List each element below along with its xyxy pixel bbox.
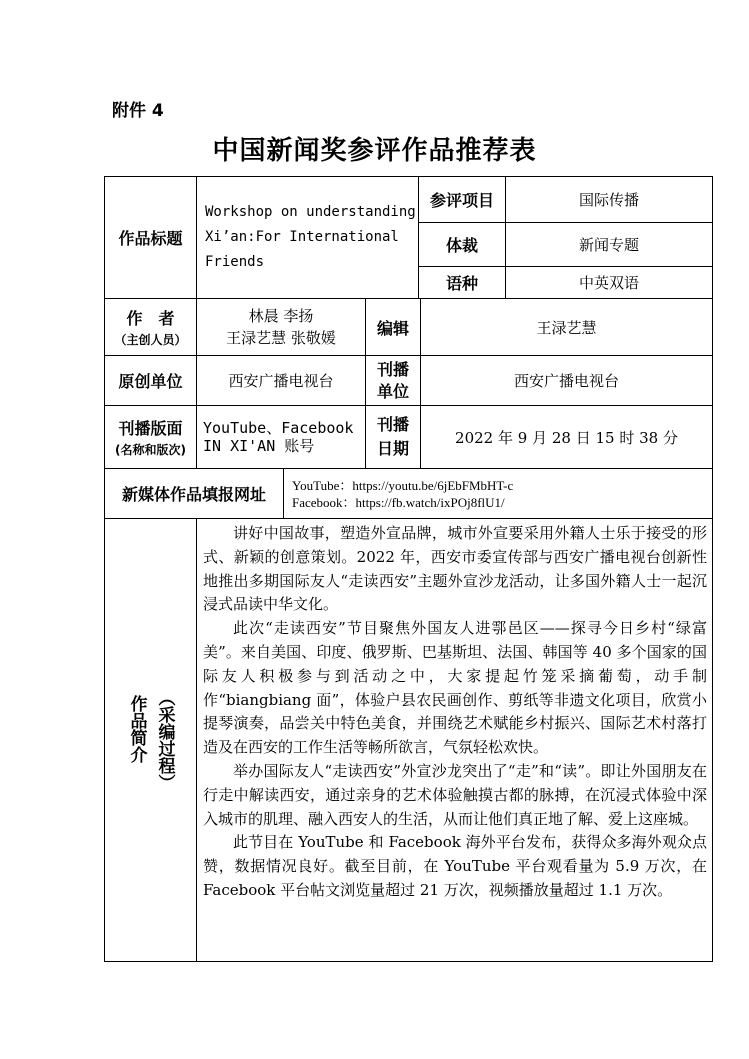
author-line-2: 王渌艺慧 张敬媛	[226, 329, 336, 347]
org-value: 西安广播电视台	[228, 372, 334, 390]
page-title: 中国新闻奖参评作品推荐表	[212, 136, 537, 166]
editor-label: 编辑	[376, 318, 409, 338]
pub-unit-value: 西安广播电视台	[513, 372, 619, 390]
youtube-url: YouTube：https://youtu.be/6jEbFMbHT-c	[292, 477, 514, 493]
category-label: 参评项目	[429, 191, 494, 210]
newmedia-urls	[284, 469, 712, 518]
pub-date-label-1: 刊播	[376, 415, 409, 434]
layout-value	[197, 406, 365, 468]
intro-paragraph: 举办国际友人“走读西安”外宣沙龙突出了“走”和“读”。即让外国朋友在行走中解读西安，通过亲身的艺术体验触摸古都的脉搏，在沉浸式体验中深入城市的肌理、融入西安人的生活，从而让他们真正地了解、爱上这座城。	[203, 761, 707, 828]
org-label: 原创单位	[118, 372, 183, 391]
work-title-label: 作品标题	[118, 229, 183, 248]
pub-unit-label-2: 单位	[376, 381, 409, 401]
editor-value: 王渌艺慧	[536, 318, 597, 337]
pub-date-label-2: 日期	[376, 439, 409, 458]
intro-label	[105, 519, 196, 961]
author-line-1: 林晨 李扬	[248, 307, 314, 325]
author-label	[105, 299, 196, 355]
pub-date-value: 2022 年 9 月 28 日 15 时 38 分	[455, 428, 678, 447]
category-value: 国际传播	[578, 191, 639, 209]
intro-paragraph: 此节目在 YouTube 和 Facebook 海外平台发布，获得众多海外观众点赞，数据情况良好。截至目前，在 YouTube 平台观看量为 5.9 万次，在 Facebook 平台帖文浏览量超过 21 万次，视频播放量超过 1.1 万次。	[203, 833, 707, 899]
layout-label-sub: (名称和版次)	[115, 443, 186, 457]
intro-label-col1: 作品简介	[126, 695, 147, 763]
layout-label-text: 刊播版面	[118, 419, 183, 438]
work-title-text: Workshop on understanding Xi’an:For International Friends	[205, 204, 416, 270]
genre-value: 新闻专题	[578, 236, 639, 254]
layout-value-2: IN XI'AN 账号	[203, 437, 315, 455]
intro-paragraph: 此次“走读西安”节目聚焦外国友人进鄠邑区——探寻今日乡村“绿富美”。来自美国、印度、俄罗斯、巴基斯坦、法国、韩国等 40 多个国家的国际友人积极参与到活动之中，大家提起竹笼采摘葡萄，动手制作“biangbiang 面”，体验户县农民画创作、剪纸等非遗文化项目，欣赏小提琴演奏，品尝关中特色美食，并围绕艺术赋能乡村振兴、国际艺术村落打造及在西安的工作生活等畅所欲言，气氛轻松欢快。	[203, 619, 707, 757]
language-value: 中英双语	[578, 274, 639, 292]
author-value	[197, 299, 365, 355]
intro-paragraph: 讲好中国故事，塑造外宣品牌，城市外宣要采用外籍人士乐于接受的形式、新颖的创意策划。2022 年，西安市委宣传部与西安广播电视台创新性地推出多期国际友人“走读西安”主题外宣沙龙活动，让多国外籍人士一起沉浸式品读中华文化。	[203, 524, 707, 614]
intro-text	[203, 522, 707, 903]
facebook-url: Facebook：https://fb.watch/ixPOj8flU1/	[292, 494, 505, 510]
layout-label	[105, 406, 196, 468]
language-label: 语种	[445, 274, 478, 293]
pub-unit-label-1: 刊播	[376, 359, 409, 379]
annex-label: 附件 4	[112, 101, 164, 121]
intro-label-col2: （采编过程）	[154, 689, 175, 791]
work-title-value	[197, 177, 418, 298]
newmedia-label: 新媒体作品填报网址	[121, 485, 266, 504]
genre-label: 体裁	[445, 236, 478, 255]
author-label-sub: （主创人员）	[114, 333, 187, 347]
layout-value-1: YouTube、Facebook	[203, 419, 354, 437]
author-label-text: 作 者	[126, 309, 175, 328]
pub-unit-label	[366, 356, 420, 405]
pub-date-label	[366, 406, 420, 468]
